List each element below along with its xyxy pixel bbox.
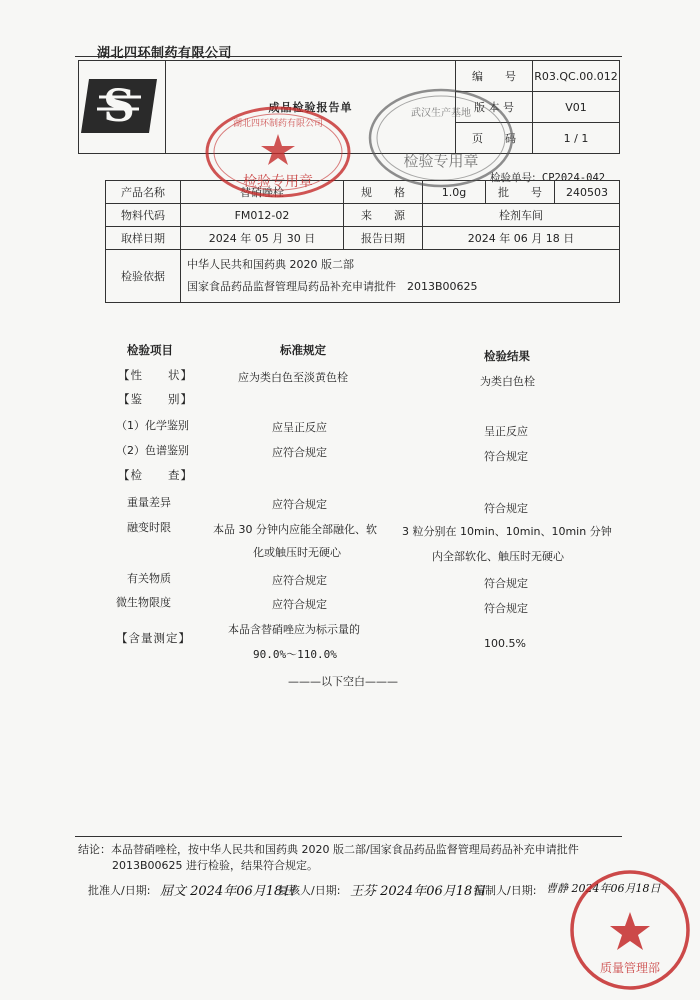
result-related-substances: 符合规定 xyxy=(484,577,528,590)
document-title: 成品检验报告单 xyxy=(166,61,456,154)
reviewer-signature: 王芬 2024年06月18日 xyxy=(350,884,486,899)
report-number-value: CP2024-042 xyxy=(541,172,606,184)
col-header-result: 检验结果 xyxy=(484,349,530,363)
svg-text:武汉生产基地: 武汉生产基地 xyxy=(411,108,471,119)
result-appearance: 为类白色栓 xyxy=(480,375,535,388)
item-chemical-id: （1）化学鉴别 xyxy=(116,419,189,432)
svg-text:质量管理部: 质量管理部 xyxy=(599,961,661,975)
product-name-value: 替硝唑栓 xyxy=(181,181,344,204)
result-chromatographic-id: 符合规定 xyxy=(484,450,528,463)
reviewer-label: 复核人/日期: xyxy=(278,884,341,897)
report-date-label: 报告日期 xyxy=(344,227,423,250)
item-related-substances: 有关物质 xyxy=(127,572,171,585)
header-value-version: V01 xyxy=(533,92,620,123)
product-info-table xyxy=(105,180,620,303)
result-melting-time: 3 粒分别在 10min、10min、10min 分钟 xyxy=(402,525,612,538)
header-key-code: 编 号 xyxy=(456,61,533,92)
spec-value: 1.0g xyxy=(423,181,486,204)
header-value-code: R03.QC.00.012 xyxy=(533,61,620,92)
header-rule xyxy=(75,56,622,57)
standard-assay: 本品含替硝唑应为标示量的 xyxy=(228,623,360,636)
preparer-signature: 曹静 2024年06月18日 xyxy=(546,882,661,895)
approver-signature: 屈文 2024年06月18日 xyxy=(160,884,296,899)
standard-assay-range: 90.0%～110.0% xyxy=(253,648,337,661)
header-key-version: 版 本 号 xyxy=(456,92,533,123)
preparer-label: 编制人/日期: xyxy=(474,884,537,897)
sample-date-value: 2024 年 05 月 30 日 xyxy=(181,227,344,250)
col-header-item: 检验项目 xyxy=(127,343,173,357)
standard-appearance: 应为类白色至淡黄色栓 xyxy=(238,371,348,384)
svg-text:S: S xyxy=(103,80,135,132)
qc-red-stamp-icon xyxy=(203,104,353,200)
item-microbial-limit: 微生物限度 xyxy=(116,596,171,609)
item-appearance: 【性 状】 xyxy=(118,368,193,382)
item-melting-time: 融变时限 xyxy=(127,521,171,534)
conclusion xyxy=(78,842,638,874)
basis-label: 检验依据 xyxy=(106,250,181,303)
item-inspection: 【检 查】 xyxy=(118,468,193,482)
result-microbial-limit: 符合规定 xyxy=(484,602,528,615)
sample-date-label: 取样日期 xyxy=(106,227,181,250)
svg-text:检验专用章: 检验专用章 xyxy=(403,152,479,170)
item-identification: 【鉴 别】 xyxy=(118,392,193,406)
item-chromatographic-id: （2）色谱鉴别 xyxy=(116,444,189,457)
qa-red-stamp-icon xyxy=(566,866,694,994)
approver-label: 批准人/日期: xyxy=(88,884,151,897)
blank-below-note: ———以下空白——— xyxy=(288,675,398,688)
standard-melting-time: 本品 30 分钟内应能全部融化、软 xyxy=(213,523,377,536)
source-value: 栓剂车间 xyxy=(423,204,620,227)
svg-text:湖北四环制药有限公司: 湖北四环制药有限公司 xyxy=(232,119,324,129)
conclusion-line-2: 2013B00625 进行检验，结果符合规定。 xyxy=(112,859,319,872)
result-weight-variation: 符合规定 xyxy=(484,502,528,515)
conclusion-rule xyxy=(75,836,622,837)
material-code-value: FM012-02 xyxy=(181,204,344,227)
company-name: 湖北四环制药有限公司 xyxy=(97,46,233,61)
svg-text:检验专用章: 检验专用章 xyxy=(243,174,313,190)
header-key-page: 页 码 xyxy=(456,123,533,154)
basis-line-2: 国家食品药品监督管理局药品补充申请批件 2013B00625 xyxy=(187,280,478,293)
material-code-label: 物料代码 xyxy=(106,204,181,227)
spec-label: 规 格 xyxy=(344,181,423,204)
batch-label: 批 号 xyxy=(486,181,555,204)
result-melting-time-cont: 内全部软化、触压时无硬心 xyxy=(432,550,564,563)
item-assay: 【含量测定】 xyxy=(116,631,191,645)
conclusion-line-1: 结论：本品替硝唑栓，按中华人民共和国药典 2020 版二部/国家食品药品监督管理局药品补充申请批件 xyxy=(78,843,579,856)
company-logo-icon xyxy=(79,71,159,141)
standard-related-substances: 应符合规定 xyxy=(272,574,327,587)
batch-value: 240503 xyxy=(555,181,620,204)
result-chemical-id: 呈正反应 xyxy=(484,425,528,438)
item-weight-variation: 重量差异 xyxy=(127,496,171,509)
header-value-page: 1 / 1 xyxy=(533,123,620,154)
logo-cell xyxy=(79,61,166,154)
result-assay: 100.5% xyxy=(484,637,526,650)
basis-value xyxy=(181,250,620,303)
standard-melting-time-cont: 化或触压时无硬心 xyxy=(253,546,341,559)
qc-gray-stamp-icon xyxy=(366,86,516,190)
product-name-label: 产品名称 xyxy=(106,181,181,204)
standard-weight-variation: 应符合规定 xyxy=(272,498,327,511)
standard-microbial-limit: 应符合规定 xyxy=(272,598,327,611)
source-label: 来 源 xyxy=(344,204,423,227)
report-date-value: 2024 年 06 月 18 日 xyxy=(423,227,620,250)
col-header-standard: 标准规定 xyxy=(280,343,326,357)
standard-chromatographic-id: 应符合规定 xyxy=(272,446,327,459)
basis-line-1: 中华人民共和国药典 2020 版二部 xyxy=(187,258,354,271)
standard-chemical-id: 应呈正反应 xyxy=(272,421,327,434)
report-number-label: 检验单号: xyxy=(490,172,536,184)
